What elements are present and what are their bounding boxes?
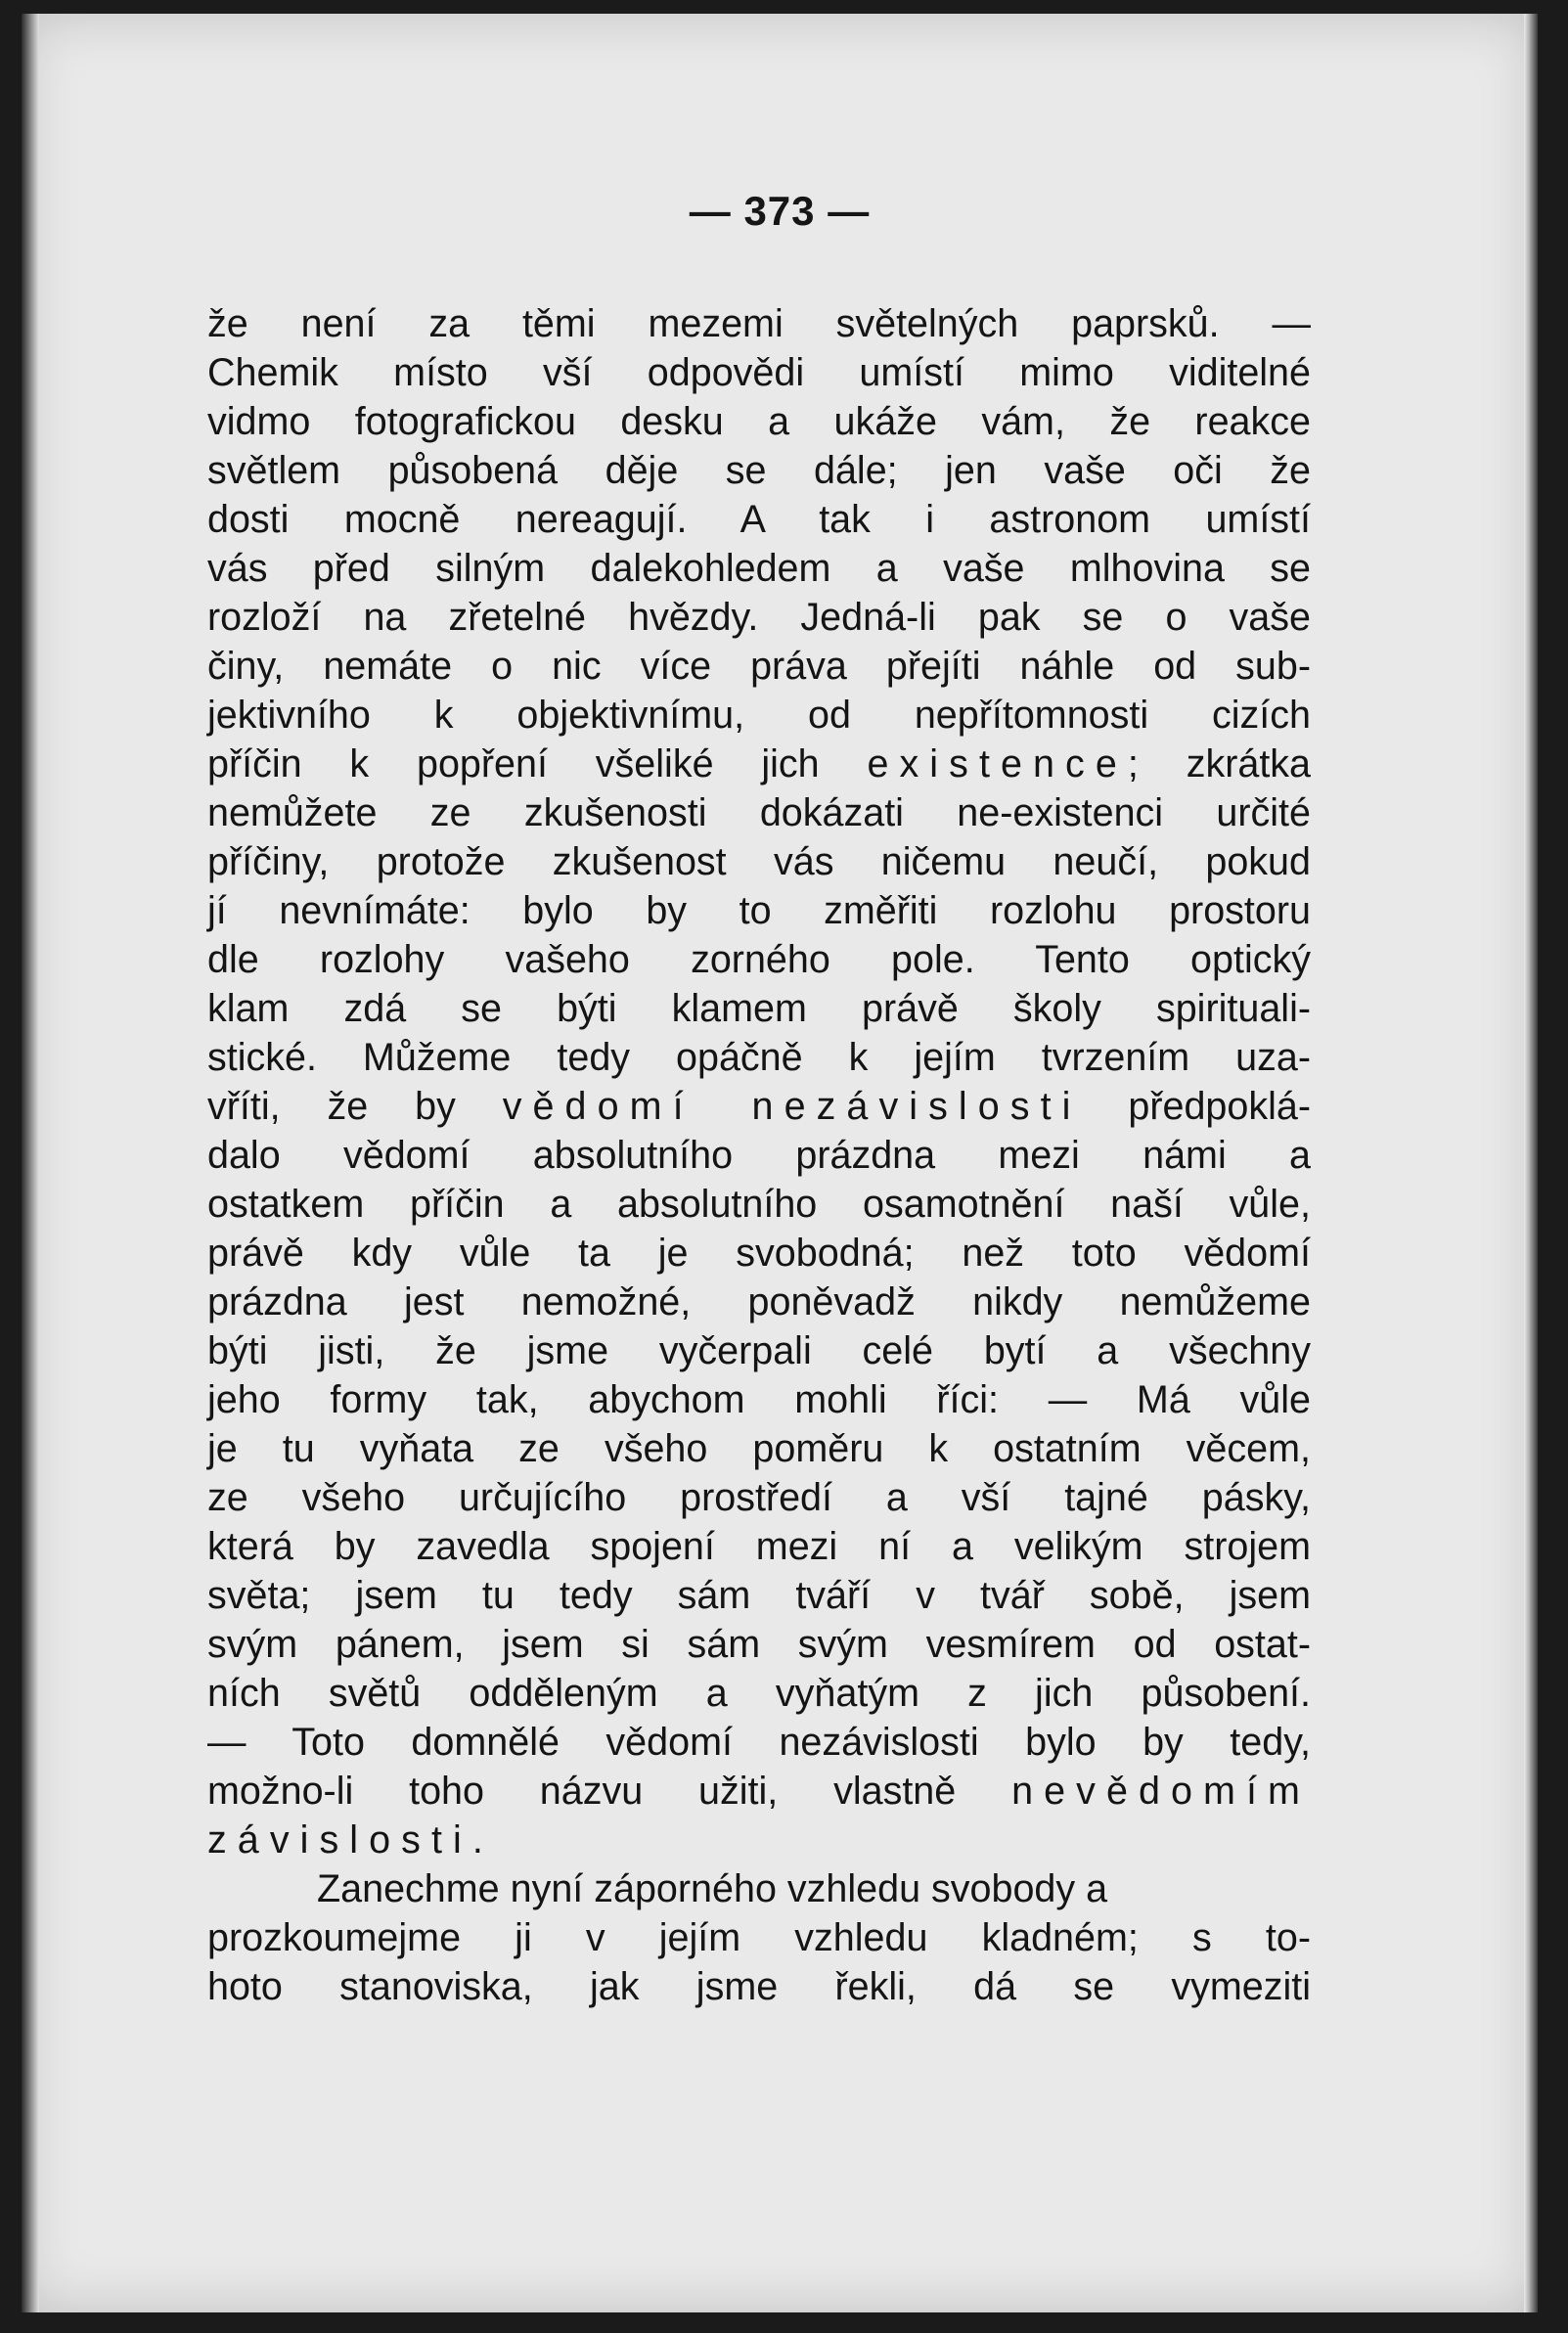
text-line [207,1473,1311,1522]
text-line [207,1082,1311,1131]
text-segment: dosti mocně nereagují. A tak i astronom umístí [207,498,1311,541]
text-line [207,1229,1311,1278]
text-line [207,1913,1311,1962]
page-right-edge [1524,14,1538,2312]
text-line [207,1326,1311,1375]
text-segment: vidmo fotografickou desku a ukáže vám, že reakce [207,400,1311,443]
text-line [207,1522,1311,1571]
body-text [207,299,1311,2011]
text-segment: dle rozlohy vašeho zorného pole. Tento optický [207,938,1311,981]
text-line [207,837,1311,886]
text-segment: býti jisti, že jsme vyčerpali celé bytí a všechny [207,1329,1311,1372]
text-line [207,1375,1311,1424]
text-segment: svým pánem, jsem si sám svým vesmírem od ostat- [207,1623,1311,1666]
text-segment: jektivního k objektivnímu, od nepřítomnosti cizích [207,694,1311,737]
text-segment: prázdna jest nemožné, poněvadž nikdy nemůžeme [207,1280,1311,1324]
text-segment: předpoklá- [1081,1085,1312,1128]
text-line [207,1278,1311,1326]
text-segment: možno-li toho názvu užiti, vlastně [207,1770,1012,1813]
text-segment: je tu vyňata ze všeho poměru k ostatním věcem, [207,1427,1311,1470]
text-line [207,1180,1311,1229]
spaced-emphasis: vědomí nezávislosti [502,1085,1082,1128]
text-line [207,691,1311,740]
text-line [207,935,1311,984]
text-line [207,1424,1311,1473]
text-segment: Zanechme nyní záporného vzhledu svobody a [317,1867,1108,1910]
text-segment: ze všeho určujícího prostředí a vší tajné pásky, [207,1476,1311,1519]
text-line [207,1571,1311,1620]
text-line [207,593,1311,642]
text-line [207,1767,1311,1816]
text-segment: světlem působená děje se dále; jen vaše oči že [207,449,1311,492]
text-segment: ostatkem příčin a absolutního osamotnění naší vůle, [207,1183,1311,1226]
text-segment: stické. Můžeme tedy opáčně k jejím tvrzením uza- [207,1036,1311,1079]
text-segment: vás před silným dalekohledem a vaše mlhovina se [207,547,1311,590]
text-segment: hoto stanoviska, jak jsme řekli, dá se vymeziti [207,1965,1311,2008]
text-segment: jeho formy tak, abychom mohli říci: — Má vůle [207,1378,1311,1421]
text-line [207,1669,1311,1718]
text-segment: ; zkrátka [1127,742,1312,785]
text-line [207,1033,1311,1082]
text-line [207,299,1311,348]
text-segment: rozloží na zřetelné hvězdy. Jedná-li pak se o vaše [207,596,1311,639]
text-line [207,1962,1311,2011]
book-page [22,14,1538,2312]
spaced-emphasis: existence [867,742,1128,785]
text-segment: nemůžete ze zkušenosti dokázati ne-existenci určité [207,791,1311,834]
text-line [207,446,1311,495]
text-segment: právě kdy vůle ta je svobodná; než toto vědomí [207,1232,1311,1275]
spaced-emphasis: závislosti [207,1818,472,1862]
text-line [207,740,1311,788]
text-segment: příčiny, protože zkušenost vás ničemu neučí, pokud [207,840,1311,883]
text-segment: světa; jsem tu tedy sám tváří v tvář sobě, jsem [207,1574,1311,1617]
text-segment: příčin k popření všeliké jich [207,742,868,785]
text-line [207,1131,1311,1180]
page-left-edge [22,14,39,2312]
text-segment: činy, nemáte o nic více práva přejíti náhle od sub- [207,645,1311,688]
text-segment: dalo vědomí absolutního prázdna mezi námi a [207,1134,1311,1177]
text-line [207,642,1311,691]
text-segment: ních světů odděleným a vyňatým z jich působení. [207,1672,1311,1715]
text-segment: prozkoumejme ji v jejím vzhledu kladném; s to- [207,1916,1311,1959]
text-line [207,397,1311,446]
spaced-emphasis: nevědomím [1011,1770,1311,1813]
text-segment: jí nevnímáte: bylo by to změřiti rozlohu prostoru [207,889,1311,932]
text-segment: Chemik místo vší odpovědi umístí mimo viditelné [207,351,1311,394]
text-line [207,788,1311,837]
text-line [207,1620,1311,1669]
text-segment: která by zavedla spojení mezi ní a velikým strojem [207,1525,1311,1568]
text-segment: že není za těmi mezemi světelných paprsků. — [207,302,1311,345]
text-line [207,984,1311,1033]
text-segment: . [471,1818,483,1862]
text-line [207,1864,1311,1913]
text-line [207,886,1311,935]
text-segment: vříti, že by [207,1085,503,1128]
text-segment: — Toto domnělé vědomí nezávislosti bylo by tedy, [207,1721,1311,1764]
page-number: — 373 — [689,188,871,234]
text-line [207,348,1311,397]
text-line [207,544,1311,593]
text-line [207,1816,1311,1864]
text-line [207,495,1311,544]
text-line [207,1718,1311,1767]
text-segment: klam zdá se býti klamem právě školy spirituali- [207,987,1311,1030]
